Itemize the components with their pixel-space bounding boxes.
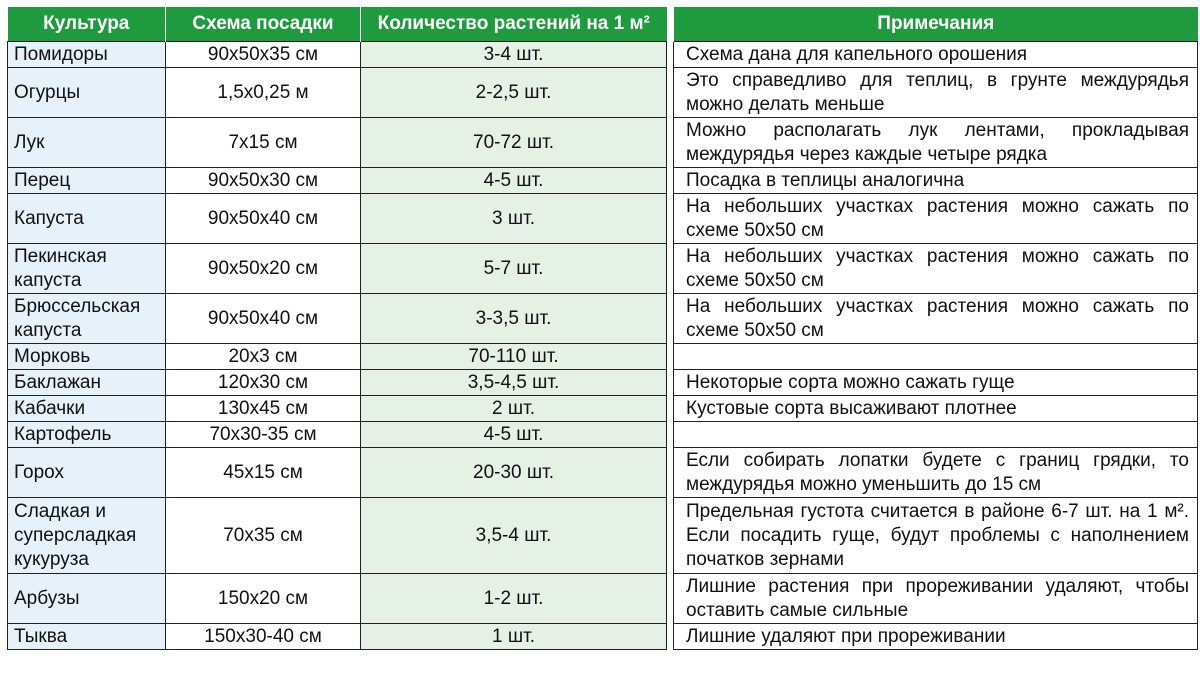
note-cell: Схема дана для капельного орошения — [674, 42, 1198, 68]
note-cell: На небольших участках растения можно сажать по схеме 50х50 см — [674, 244, 1198, 294]
header-crop: Культура — [8, 7, 166, 42]
note-cell: Посадка в теплицы аналогична — [674, 168, 1198, 194]
note-cell: Лишние растения при прореживании удаляют, чтобы оставить самые сильные — [674, 574, 1198, 624]
table-row — [8, 244, 1198, 294]
table-row — [8, 422, 1198, 448]
scheme-cell: 7х15 см — [166, 118, 361, 168]
scheme-cell: 130х45 см — [166, 396, 361, 422]
crop-cell: Брюссельская капуста — [8, 294, 166, 344]
note-cell: Если собирать лопатки будете с границ грядки, то междурядья можно уменьшить до 15 см — [674, 448, 1198, 498]
note-cell — [674, 344, 1198, 370]
crop-cell: Тыква — [8, 624, 166, 650]
spacer-cell — [667, 370, 674, 396]
crop-cell: Морковь — [8, 344, 166, 370]
spacer-cell — [667, 624, 674, 650]
table-row — [8, 370, 1198, 396]
count-cell: 3,5-4 шт. — [361, 498, 667, 574]
spacer-cell — [667, 344, 674, 370]
crop-cell: Арбузы — [8, 574, 166, 624]
count-cell: 1 шт. — [361, 624, 667, 650]
scheme-cell: 20х3 см — [166, 344, 361, 370]
scheme-cell: 150х30-40 см — [166, 624, 361, 650]
table-row — [8, 574, 1198, 624]
count-cell: 5-7 шт. — [361, 244, 667, 294]
count-cell: 3 шт. — [361, 194, 667, 244]
scheme-cell: 90х50х30 см — [166, 168, 361, 194]
table-row — [8, 68, 1198, 118]
count-cell: 20-30 шт. — [361, 448, 667, 498]
note-cell: Это справедливо для теплиц, в грунте междурядья можно делать меньше — [674, 68, 1198, 118]
table-row — [8, 168, 1198, 194]
crop-cell: Лук — [8, 118, 166, 168]
table-header-row — [8, 7, 1198, 42]
table-body — [8, 42, 1198, 650]
count-cell: 70-72 шт. — [361, 118, 667, 168]
count-cell: 4-5 шт. — [361, 422, 667, 448]
spacer-cell — [667, 294, 674, 344]
spacer-cell — [667, 168, 674, 194]
crop-cell: Сладкая и суперсладкая кукуруза — [8, 498, 166, 574]
scheme-cell: 150х20 см — [166, 574, 361, 624]
spacer-cell — [667, 574, 674, 624]
count-cell: 3,5-4,5 шт. — [361, 370, 667, 396]
scheme-cell: 90х50х40 см — [166, 294, 361, 344]
count-cell: 2 шт. — [361, 396, 667, 422]
spacer-cell — [667, 194, 674, 244]
crop-cell: Баклажан — [8, 370, 166, 396]
table-row — [8, 624, 1198, 650]
scheme-cell: 120х30 см — [166, 370, 361, 396]
crop-cell: Кабачки — [8, 396, 166, 422]
header-spacer — [667, 7, 674, 42]
spacer-cell — [667, 42, 674, 68]
scheme-cell: 70х35 см — [166, 498, 361, 574]
table-row — [8, 194, 1198, 244]
crop-cell: Картофель — [8, 422, 166, 448]
header-scheme: Схема посадки — [166, 7, 361, 42]
crop-cell: Перец — [8, 168, 166, 194]
scheme-cell: 1,5х0,25 м — [166, 68, 361, 118]
note-cell: Лишние удаляют при прореживании — [674, 624, 1198, 650]
header-count: Количество растений на 1 м² — [361, 7, 667, 42]
crop-cell: Пекинская капуста — [8, 244, 166, 294]
table-row — [8, 498, 1198, 574]
count-cell: 3-3,5 шт. — [361, 294, 667, 344]
count-cell: 3-4 шт. — [361, 42, 667, 68]
planting-scheme-table — [7, 7, 1198, 650]
spacer-cell — [667, 118, 674, 168]
count-cell: 2-2,5 шт. — [361, 68, 667, 118]
crop-cell: Помидоры — [8, 42, 166, 68]
scheme-cell: 90х50х40 см — [166, 194, 361, 244]
spacer-cell — [667, 244, 674, 294]
table-row — [8, 344, 1198, 370]
crop-cell: Горох — [8, 448, 166, 498]
table-row — [8, 118, 1198, 168]
note-cell: Можно располагать лук лентами, прокладывая междурядья через каждые четыре рядка — [674, 118, 1198, 168]
count-cell: 70-110 шт. — [361, 344, 667, 370]
note-cell: Кустовые сорта высаживают плотнее — [674, 396, 1198, 422]
scheme-cell: 70х30-35 см — [166, 422, 361, 448]
scheme-cell: 45х15 см — [166, 448, 361, 498]
table-row — [8, 42, 1198, 68]
spacer-cell — [667, 498, 674, 574]
note-cell: На небольших участках растения можно сажать по схеме 50х50 см — [674, 194, 1198, 244]
spacer-cell — [667, 448, 674, 498]
count-cell: 4-5 шт. — [361, 168, 667, 194]
table-row — [8, 448, 1198, 498]
count-cell: 1-2 шт. — [361, 574, 667, 624]
note-cell: На небольших участках растения можно сажать по схеме 50х50 см — [674, 294, 1198, 344]
scheme-cell: 90х50х20 см — [166, 244, 361, 294]
note-cell: Некоторые сорта можно сажать гуще — [674, 370, 1198, 396]
table-row — [8, 294, 1198, 344]
note-cell: Предельная густота считается в районе 6-7 шт. на 1 м². Если посадить гуще, будут проблемы с наполнением початков зернами — [674, 498, 1198, 574]
spacer-cell — [667, 68, 674, 118]
spacer-cell — [667, 396, 674, 422]
table-row — [8, 396, 1198, 422]
crop-cell: Огурцы — [8, 68, 166, 118]
scheme-cell: 90х50х35 см — [166, 42, 361, 68]
header-notes: Примечания — [674, 7, 1198, 42]
spacer-cell — [667, 422, 674, 448]
crop-cell: Капуста — [8, 194, 166, 244]
note-cell — [674, 422, 1198, 448]
